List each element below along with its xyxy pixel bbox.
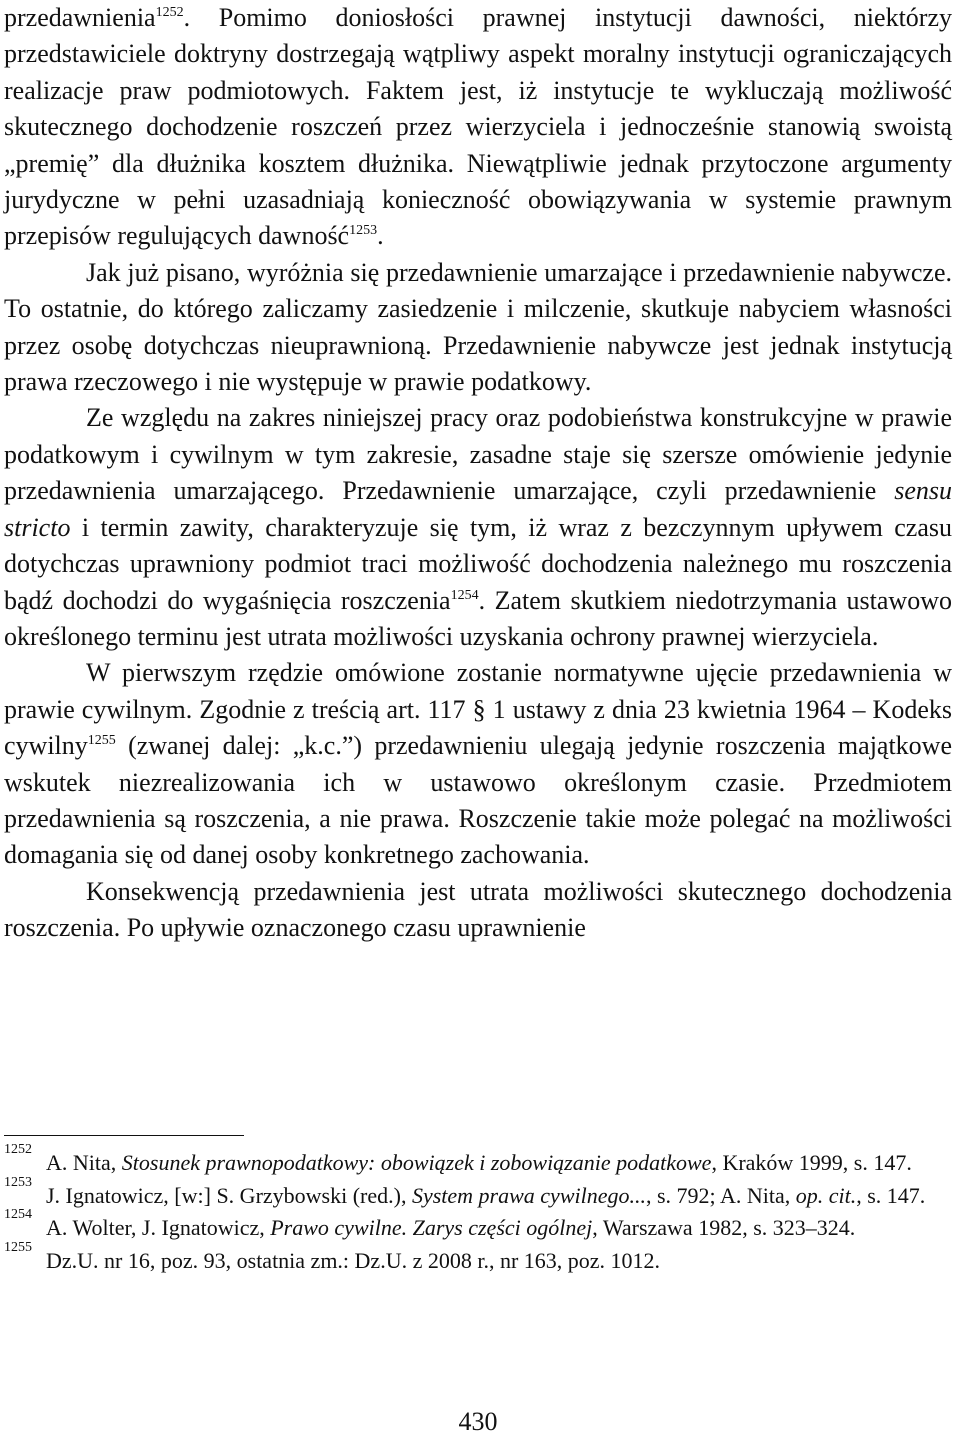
footnote-1252 xyxy=(4,1142,952,1180)
text-run: (zwanej dalej: „k.c.”) przedawnieniu ulegają jedynie roszczenia majątkowe wskutek niezrealizowania ich w ustawowo określonym czasie. Przedmiotem przedawnienia są roszczenia, a nie prawa. Roszczenie takie może polegać na możliwości domagania się od danej osoby konkretnego zachowania. xyxy=(4,731,952,870)
footnote-number: 1254 xyxy=(4,1207,32,1222)
text-run: J. Ignatowicz, [w:] S. Grzybowski (red.), xyxy=(46,1182,412,1208)
paragraph-2: Jak już pisano, wyróżnia się przedawnienie umarzające i przedawnienie nabywcze. To ostatnie, do którego zaliczamy zasiedzenie i milczenie, skutkuje nabyciem własności przez osobę dotychczas nieuprawnioną. Przedawnienie nabywcze jest jednak instytucją prawa rzeczowego i nie występuje w prawie podatkowy. xyxy=(4,257,952,397)
paragraph-5: Konsekwencją przedawnienia jest utrata możliwości skutecznego dochodzenia roszczenia. Po upływie oznaczonego czasu uprawnienie xyxy=(4,876,952,943)
footnote-ref-1254[interactable]: 1254 xyxy=(450,587,479,603)
footnote-separator xyxy=(4,1135,244,1136)
footnote-ref-1252[interactable]: 1252 xyxy=(155,5,184,20)
text-run: , s. 792; A. Nita, xyxy=(646,1182,796,1208)
text-run: . Pomimo doniosłości prawnej instytucji dawności, niektórzy przedstawiciele doktryny dostrzegają wątpliwy aspekt moralny instytucji ograniczających realizacje praw podmiotowych. Faktem jest, iż instytucje te wykluczają możliwość skutecznego dochodzenie roszczeń przez wierzyciela i jednocześnie stanowią swoistą „premię” dla dłużnika kosztem dłużnika. Niewątpliwie jednak przytoczone argumenty jurydyczne w pełni uzasadniają konieczność obowiązywania w systemie prawnym przepisów regulujących dawność xyxy=(4,3,952,251)
text-run: . Zatem skutkiem niedotrzymania ustawowo określonego terminu jest utrata możliwości uzyskania ochrony prawnej wierzyciela. xyxy=(4,585,952,651)
footnote-ref-1253[interactable]: 1253 xyxy=(349,223,378,239)
footnote-1255 xyxy=(4,1239,952,1278)
page-number: 430 xyxy=(458,1407,498,1436)
footnote-ref-1255[interactable]: 1255 xyxy=(87,733,116,749)
italic-term: sensu stricto xyxy=(4,476,952,542)
paragraph-3 xyxy=(4,400,952,655)
footnote-number: 1255 xyxy=(4,1239,32,1255)
text-run: A. Wolter, J. Ignatowicz, xyxy=(46,1215,271,1240)
text-run: przedawnienia xyxy=(4,3,156,32)
footnote-number: 1253 xyxy=(4,1174,32,1190)
text-run: , s. 147. xyxy=(856,1182,926,1208)
text-run: A. Nita, xyxy=(46,1150,122,1175)
footnotes xyxy=(4,1142,952,1277)
text-run: , Kraków 1999, s. 147. xyxy=(711,1150,912,1175)
text-run: Dz.U. nr 16, poz. 93, ostatnia zm.: Dz.U. z 2008 r., nr 163, poz. 1012. xyxy=(46,1247,661,1273)
paragraph-1 xyxy=(4,0,952,255)
text-run: W pierwszym rzędzie omówione zostanie normatywne ujęcie przedawnienia w prawie cywilnym. Zgodnie z treścią art. 117 § 1 ustawy z dnia 23 kwietnia 1964 – Kodeks cywilny xyxy=(4,658,952,761)
italic-op-cit: op. cit. xyxy=(795,1182,857,1208)
italic-title: Prawo cywilne. Zarys części ogólnej xyxy=(270,1215,593,1240)
footnote-1253 xyxy=(4,1174,952,1213)
text-run: , Warszawa 1982, s. 323–324. xyxy=(592,1215,856,1240)
footnote-1254 xyxy=(4,1207,952,1245)
text-run: . xyxy=(377,221,384,251)
paragraph-4 xyxy=(4,655,952,873)
text-run: i termin zawity, charakteryzuje się tym, iż wraz z bezczynnym upływem czasu dotychczas uprawniony podmiot traci możliwość dochodzenia należnego mu roszczenia bądź dochodzi do wygaśnięcia roszczenia xyxy=(4,512,952,615)
italic-title: Stosunek prawnopodatkowy: obowiązek i zobowiązanie podatkowe xyxy=(121,1150,712,1175)
main-text xyxy=(4,0,952,947)
document-page xyxy=(4,0,952,1448)
text-run: Ze względu na zakres niniejszej pracy oraz podobieństwa konstrukcyjne w prawie podatkowym i cywilnym w tym zakresie, zasadne staje się szersze omówienie jedynie przedawnienia umarzającego. Przedawnienie umarzające, czyli przedawnienie xyxy=(4,403,952,506)
italic-title: System prawa cywilnego... xyxy=(411,1182,646,1208)
footnote-number: 1252 xyxy=(4,1142,32,1157)
